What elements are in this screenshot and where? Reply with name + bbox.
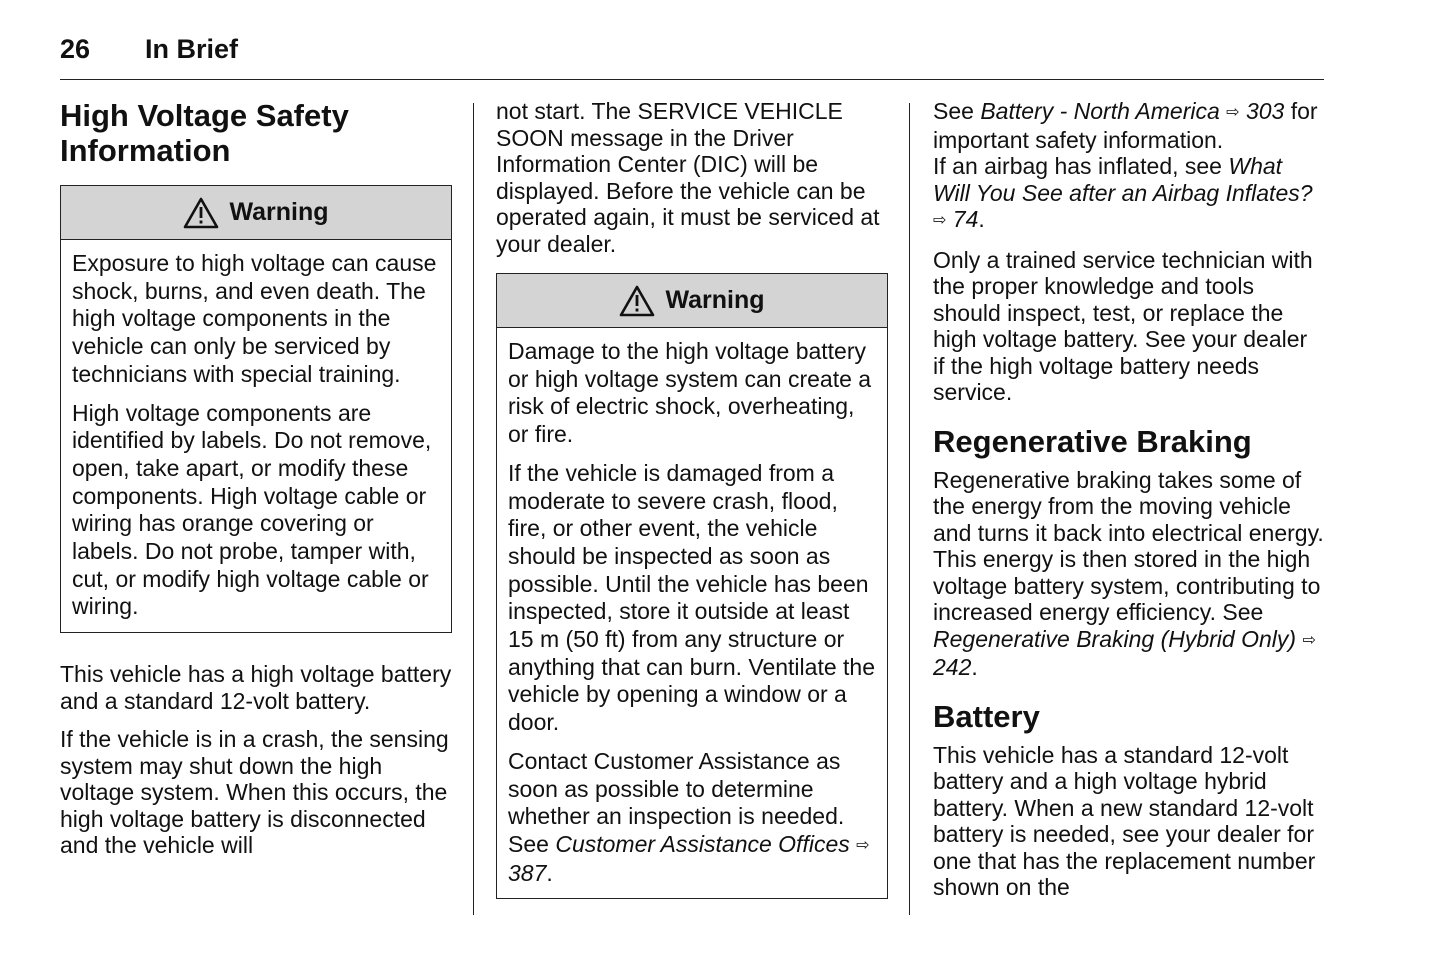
page-reference-arrow-icon: ⇨ [1302,631,1316,649]
warning-box [60,185,452,633]
column-divider [473,103,474,915]
body-paragraph: Regenerative braking takes some of the energy from the moving vehicle and turns it back into electrical energy. This energy is then stored in the high voltage battery system, contributing to increased energy efficiency. See Regenerative Braking (Hybrid Only) ⇨ 242. [933,466,1324,680]
warning-body [61,240,451,621]
regenerative-braking-link[interactable]: Regenerative Braking (Hybrid Only) ⇨ 242 [933,625,1316,680]
warning-header [497,274,887,328]
section-title: In Brief [145,34,239,64]
warning-paragraph: Damage to the high voltage battery or high voltage system can create a risk of electric shock, overheating, or fire. [508,338,872,448]
page-reference-arrow-icon: ⇨ [1226,104,1240,121]
warning-paragraph: Contact Customer Assistance as soon as possible to determine whether an inspection is needed. See Customer Assistance Offices ⇨ 387. [508,747,870,886]
page-reference-arrow-icon: ⇨ [933,212,947,229]
warning-label: Warning [665,286,765,315]
section-heading-battery: Battery [933,698,1040,734]
column-divider [909,103,910,915]
warning-label: Warning [229,198,329,227]
warning-header [61,186,451,240]
column-2 [496,98,888,899]
warning-paragraph: If the vehicle is damaged from a moderate to severe crash, flood, fire, or other event, the vehicle should be inspected as soon as possible. Until the vehicle has been inspected, store it outside at least 15 m (50 ft) from any structure or anything that can burn. Ventilate the vehicle by opening a window or a door. [508,459,875,736]
body-paragraph: If the vehicle is in a crash, the sensing system may shut down the high voltage system. When this occurs, the high voltage battery is disconnected and the vehicle will [60,726,449,859]
warning-box [496,273,888,899]
column-3 [933,98,1325,913]
warning-body [497,328,887,887]
customer-assistance-link[interactable]: Customer Assistance Offices ⇨ 387 [508,830,870,886]
body-paragraph: See Battery - North America ⇨ 303 for important safety information. If an airbag has inflated, see What Will You See after an Airbag Inflates? ⇨ 74. [933,98,1318,232]
contact-text: Contact Customer Assistance as soon as possible to determine whether an inspection is needed. See [508,747,845,857]
body-paragraph: not start. The SERVICE VEHICLE SOON message in the Driver Information Center (DIC) will be displayed. Before the vehicle can be operated again, it must be serviced at your dealer. [496,98,880,257]
page-number: 26 [60,34,91,64]
warning-paragraph: High voltage components are identified by labels. Do not remove, open, take apart, or modify these components. High voltage cable or wiring has orange covering or labels. Do not probe, tamper with, cut, or modify high voltage cable or wiring. [72,399,432,620]
body-paragraph: This vehicle has a high voltage battery and a standard 12-volt battery. [60,661,452,714]
section-heading-high-voltage: High Voltage Safety Information [60,98,349,168]
page-header [60,34,1324,80]
body-paragraph: Only a trained service technician with the proper knowledge and tools should inspect, test, or replace the high voltage battery. See your dealer if the high voltage battery needs service. [933,246,1313,405]
warning-triangle-icon [183,197,219,229]
page-reference-arrow-icon: ⇨ [856,836,870,854]
warning-paragraph: Exposure to high voltage can cause shock, burns, and even death. The high voltage components in the vehicle can only be serviced by technicians with special training. [72,250,437,387]
warning-triangle-icon [619,285,655,317]
column-1 [60,98,452,871]
airbag-inflates-link[interactable]: What Will You See after an Airbag Inflates? ⇨ 74 [933,153,1313,232]
body-paragraph: This vehicle has a standard 12-volt battery and a high voltage hybrid battery. When a new standard 12-volt battery is needed, see your dealer for one that has the replacement number shown on the [933,741,1316,900]
battery-north-america-link[interactable]: Battery - North America ⇨ 303 [980,98,1285,124]
section-heading-regenerative-braking: Regenerative Braking [933,423,1252,459]
